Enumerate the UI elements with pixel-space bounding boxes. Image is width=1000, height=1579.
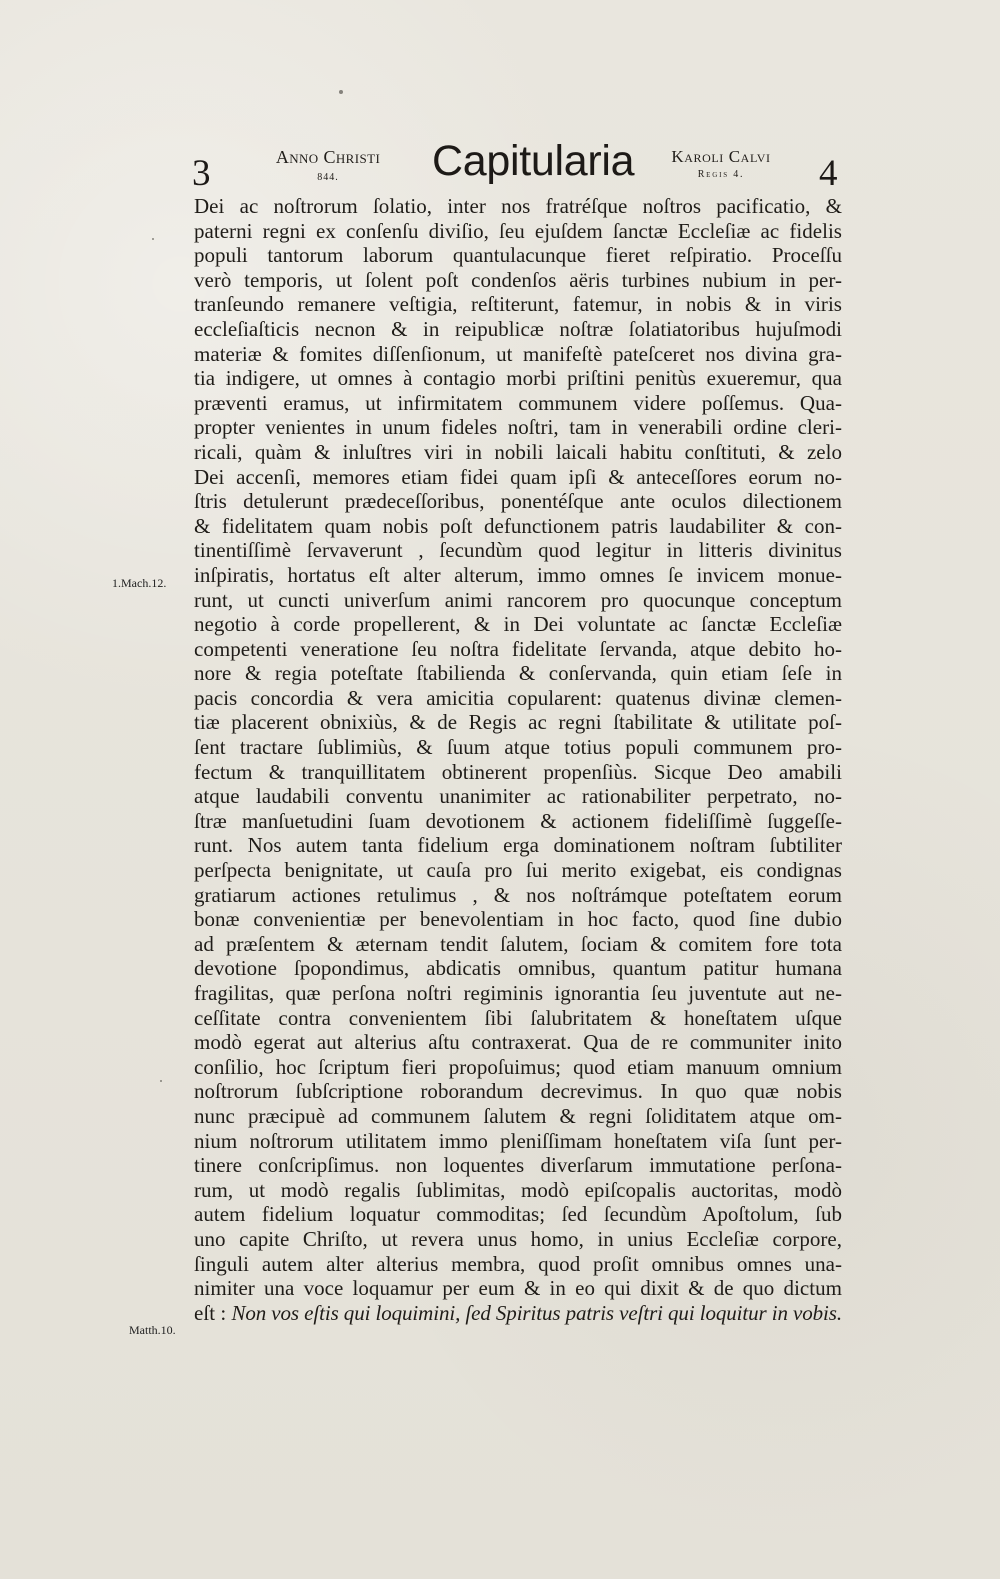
- text-line: nium noſtrorum utilitatem immo pleniſſimam honeſtatem viſa ſunt per-: [194, 1128, 842, 1153]
- running-header-year: 844.: [317, 172, 339, 183]
- text-line: fragilitas, quæ perſona noſtri regiminis ignorantia ſeu juventute aut ne-: [194, 981, 842, 1005]
- page-title: Capitularia: [432, 137, 635, 185]
- text-line: nimiter una voce loquamur per eum & in eo qui dixit & de quo dictum: [194, 1276, 842, 1301]
- text-line: devotione ſpopondimus, abdicatis omnibus, quantum patitur humana: [194, 956, 842, 981]
- body-text: [194, 194, 842, 1325]
- text-line: conſilio, hoc ſcriptum fieri propoſuimus; quod etiam manuum omnium: [194, 1054, 842, 1079]
- text-line: propter venientes in unum fideles noſtri, tam in venerabili ordine cleri-: [194, 415, 842, 440]
- text-line: competenti veneratione ſeu noſtra fidelitate ſervanda, atque debito ho-: [194, 636, 842, 661]
- text-line: perſpecta benignitate, ut cauſa pro ſui merito exigebat, eis condignas: [194, 858, 842, 883]
- text-line: atque laudabili conventu unanimiter ac rationabiliter perpetrato, no-: [194, 784, 842, 809]
- text-line: runt, ut cuncti univerſum animi rancorem pro quocunque conceptum: [194, 587, 842, 612]
- text-line: modò egerat aut alterius aſtu contraxerat. Qua de re communiter inito: [194, 1030, 842, 1055]
- text-line: tiæ placerent obnixiùs, & de Regis ac regni ſtabilitate & utilitate poſ-: [194, 710, 842, 735]
- ink-speck: [160, 1080, 162, 1082]
- text-line: negotio à corde propellerent, & in Dei voluntate ac ſanctæ Eccleſiæ: [194, 612, 842, 637]
- last-line-normal-text: eſt :: [194, 1300, 232, 1325]
- text-line: ſent tractare ſublimiùs, & ſuum atque totius populi communem pro-: [194, 735, 842, 760]
- text-line: gratiarum actiones retulimus , & nos noſtrámque poteſtatem eorum: [194, 882, 842, 907]
- page-number-right: 4: [819, 153, 838, 194]
- text-line: paterni regni ex conſenſu diviſio, ſeu ejuſdem ſanctæ Eccleſiæ ac fidelis: [194, 218, 842, 243]
- running-header-left-text: Anno Christi: [275, 147, 381, 167]
- ink-speck: [152, 238, 154, 240]
- text-line: ſtræ manſuetudini ſuam devotionem & actionem fideliſſimè ſuggeſſe-: [194, 808, 842, 833]
- running-header-right: [656, 147, 786, 180]
- text-line: ſinguli autem alter alterius membra, quod proſit omnibus omnes una-: [194, 1251, 842, 1276]
- text-line: inſpiratis, hortatus eſt alter alterum, immo omnes ſe invicem monue-: [194, 562, 842, 587]
- running-header-right-text: Karoli Calvi: [671, 147, 771, 166]
- text-line-last: [194, 1301, 842, 1326]
- text-line: uno capite Chriſto, ut revera unus homo, in unius Eccleſiæ corpore,: [194, 1226, 842, 1251]
- text-line: ad præſentem & æternam tendit ſalutem, ſociam & comitem fore tota: [194, 931, 842, 956]
- margin-note: 1.Mach.12.: [112, 576, 167, 590]
- text-line: nore & regia poteſtate ſtabilienda & conſervanda, quin etiam ſeſe in: [194, 661, 842, 686]
- text-line: bonæ convenientiæ per benevolentiam in hoc facto, quod ſine dubio: [194, 907, 842, 932]
- text-line: ſtris detulerunt prædeceſſoribus, ponentéſque ante oculos dilectionem: [194, 489, 842, 514]
- text-line: materiæ & fomites diſſenſionum, ut manifeſtè pateſceret nos divina gra-: [194, 341, 842, 366]
- text-line: ceſſitate contra convenientem ſibi ſalubritatem & honeſtatem uſque: [194, 1005, 842, 1030]
- text-line: præventi eramus, ut infirmitatem communem videre poſſemus. Qua-: [194, 390, 842, 415]
- scripture-quote: Non vos eſtis qui loquimini, ſed Spiritus patris veſtri qui loquitur in vobis.: [231, 1300, 842, 1325]
- text-line: nunc præcipuè ad communem ſalutem & regni ſoliditatem atque om-: [194, 1103, 842, 1128]
- page-number-left: 3: [192, 153, 211, 194]
- text-line: tinentiſſimè ſervaverunt , ſecundùm quod legitur in litteris divinitus: [194, 538, 842, 563]
- text-line: runt. Nos autem tanta fidelium erga dominationem noſtram ſubtiliter: [194, 833, 842, 858]
- text-line: eccleſiaſticis necnon & in reipublicæ noſtræ ſolatiatoribus hujuſmodi: [194, 316, 842, 341]
- text-line: tia indigere, ut omnes à contagio morbi priſtini penitùs exueremur, qua: [194, 366, 842, 391]
- text-line: rum, ut modò regalis ſublimitas, modò epiſcopalis auctoritas, modò: [194, 1177, 842, 1202]
- running-header-left: [263, 147, 393, 183]
- text-line: Dei ac noſtrorum ſolatio, inter nos fratréſque noſtros pacificatio, &: [194, 194, 842, 218]
- text-line: populi tantorum laborum quantulacunque fieret reſpiratio. Proceſſu: [194, 243, 842, 268]
- running-header-right-sub: Regis 4.: [697, 169, 745, 180]
- text-line: & fidelitatem quam nobis poſt defunctionem patris laudabiliter & con-: [194, 513, 842, 538]
- text-line: Dei accenſi, memores etiam fidei quam ipſi & anteceſſores eorum no-: [194, 464, 842, 489]
- ink-speck: [339, 90, 343, 94]
- text-line: fectum & tranquillitatem obtinerent propenſiùs. Sicque Deo amabili: [194, 759, 842, 784]
- text-line: tranſeundo remanere veſtigia, reſtiterunt, fatemur, in nobis & in viris: [194, 292, 842, 317]
- text-line: autem fidelium loquatur commoditas; ſed ſecundùm Apoſtolum, ſub: [194, 1202, 842, 1227]
- text-line: verò temporis, ut ſolent poſt condenſos aëris turbines nubium in per-: [194, 267, 842, 292]
- text-line: tinere conſcripſimus. non loquentes diverſarum immutatione perſona-: [194, 1153, 842, 1178]
- text-line: noſtrorum ſubſcriptione roborandum decrevimus. In quo quæ nobis: [194, 1079, 842, 1104]
- margin-note: Matth.10.: [129, 1323, 176, 1337]
- text-line: ricali, quàm & inluſtres viri in nobili laicali habitu conſtituti, & zelo: [194, 439, 842, 464]
- text-line: pacis concordia & vera amicitia copularent: quatenus divinæ clemen-: [194, 685, 842, 710]
